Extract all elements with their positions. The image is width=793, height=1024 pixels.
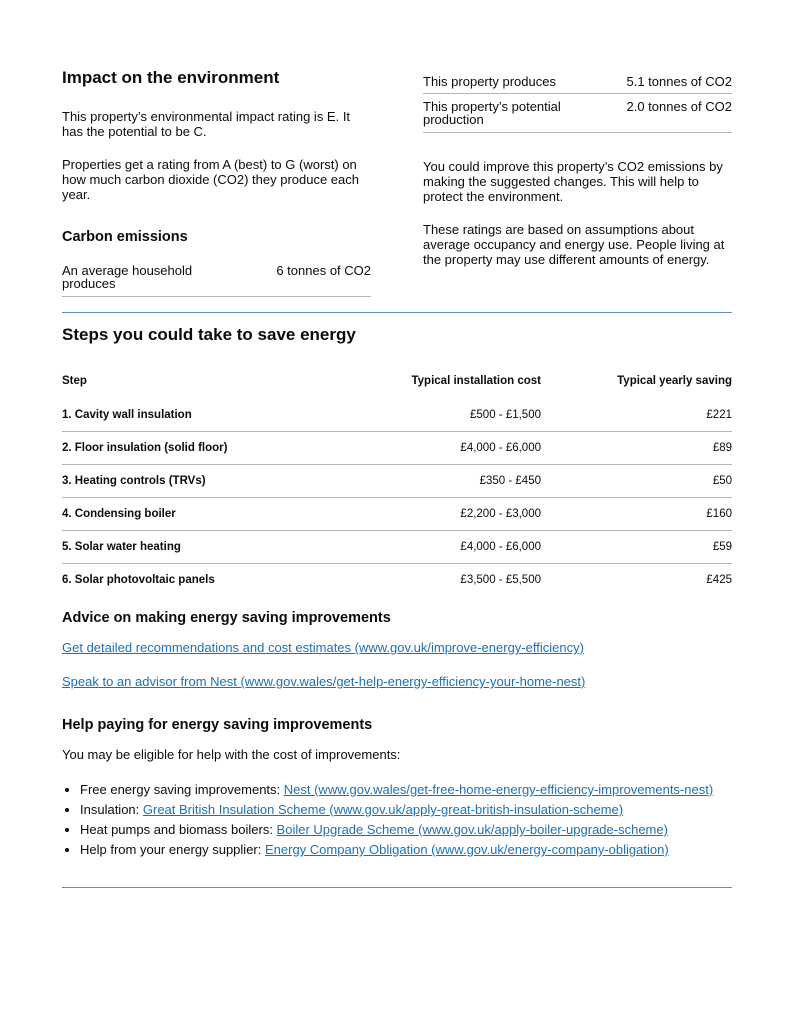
potential-value: 2.0 tonnes of CO2	[626, 99, 732, 114]
step-saving: £221	[541, 399, 732, 432]
step-cost: £350 - £450	[362, 465, 541, 498]
list-item	[80, 782, 762, 797]
table-row	[62, 564, 732, 597]
rating-explanation: Properties get a rating from A (best) to G (worst) on how much carbon dioxide (CO2) they produce each year.	[62, 157, 359, 202]
table-row	[62, 498, 732, 531]
insulation-scheme-link[interactable]: Great British Insulation Scheme (www.gov.uk/apply-great-british-insulation-scheme)	[142, 802, 624, 817]
step-name: 6. Solar photovoltaic panels	[62, 574, 215, 586]
list-item	[80, 842, 762, 857]
step-cost: £4,000 - £6,000	[362, 432, 541, 465]
nest-improvements-link[interactable]: Nest (www.gov.wales/get-free-home-energy-efficiency-improvements-nest)	[283, 782, 714, 797]
household-emissions-row	[62, 264, 371, 297]
table-row	[62, 399, 732, 432]
steps-table	[62, 375, 732, 596]
boiler-upgrade-link[interactable]: Boiler Upgrade Scheme (www.gov.uk/apply-boiler-upgrade-scheme)	[276, 822, 668, 837]
step-saving: £160	[541, 498, 732, 531]
advice-section	[62, 610, 732, 689]
produces-value: 5.1 tonnes of CO2	[626, 74, 732, 89]
section-divider	[62, 312, 732, 313]
produces-label: This property produces	[423, 74, 556, 89]
step-name: 1. Cavity wall insulation	[62, 399, 362, 432]
step-cost: £500 - £1,500	[362, 399, 541, 432]
step-name: 2. Floor insulation (solid floor)	[62, 432, 362, 465]
nest-advisor-link[interactable]: Speak to an advisor from Nest (www.gov.wales/get-help-energy-efficiency-your-home-nest)	[62, 674, 586, 689]
step-cost: £3,500 - £5,500	[460, 574, 541, 586]
improve-text: You could improve this property’s CO2 emissions by making the suggested changes. This will help to protect the environment.	[423, 159, 723, 204]
help-item-prefix: Help from your energy supplier:	[80, 842, 265, 857]
help-intro: You may be eligible for help with the cost of improvements:	[62, 747, 401, 762]
step-name: 3. Heating controls (TRVs)	[62, 465, 362, 498]
advice-heading: Advice on making energy saving improvements	[62, 610, 391, 626]
property-produces-row	[423, 75, 732, 94]
improve-energy-efficiency-link[interactable]: Get detailed recommendations and cost estimates (www.gov.uk/improve-energy-efficiency)	[62, 640, 584, 655]
step-saving: £425	[706, 574, 732, 586]
steps-heading: Steps you could take to save energy	[62, 325, 356, 344]
step-name: 4. Condensing boiler	[62, 498, 362, 531]
help-section	[62, 717, 762, 862]
energy-company-obligation-link[interactable]: Energy Company Obligation (www.gov.uk/energy-company-obligation)	[264, 842, 669, 857]
step-saving: £50	[541, 465, 732, 498]
table-row	[62, 531, 732, 564]
step-cost: £2,200 - £3,000	[362, 498, 541, 531]
assumptions-text: These ratings are based on assumptions about average occupancy and energy use. People living at the property may use different amounts of energy.	[423, 222, 725, 267]
table-row	[62, 465, 732, 498]
environment-left-column	[62, 68, 371, 297]
step-name: 5. Solar water heating	[62, 531, 362, 564]
potential-production-row	[423, 94, 732, 133]
help-heading: Help paying for energy saving improvements	[62, 717, 373, 733]
list-item	[80, 822, 762, 837]
step-saving: £89	[541, 432, 732, 465]
rating-text: This property’s environmental impact rating is E. It has the potential to be C.	[62, 109, 351, 139]
environment-right-column	[423, 68, 732, 267]
help-item-prefix: Insulation:	[80, 802, 143, 817]
column-header-cost: Typical installation cost	[411, 375, 541, 387]
help-item-prefix: Heat pumps and biomass boilers:	[80, 822, 277, 837]
potential-label: This property’s potential production	[423, 99, 561, 127]
environment-section	[62, 68, 732, 300]
help-item-prefix: Free energy saving improvements:	[80, 782, 284, 797]
carbon-emissions-heading: Carbon emissions	[62, 229, 188, 245]
section-divider	[62, 887, 732, 888]
step-saving: £59	[541, 531, 732, 564]
list-item	[80, 802, 762, 817]
step-cost: £4,000 - £6,000	[362, 531, 541, 564]
household-value: 6 tonnes of CO2	[276, 263, 371, 278]
column-header-step: Step	[62, 375, 87, 387]
table-row	[62, 432, 732, 465]
help-list	[62, 782, 762, 857]
column-header-saving: Typical yearly saving	[617, 375, 732, 387]
household-label: An average household produces	[62, 263, 193, 291]
environment-heading: Impact on the environment	[62, 68, 280, 87]
steps-section	[62, 325, 732, 596]
steps-table-header	[62, 375, 732, 399]
